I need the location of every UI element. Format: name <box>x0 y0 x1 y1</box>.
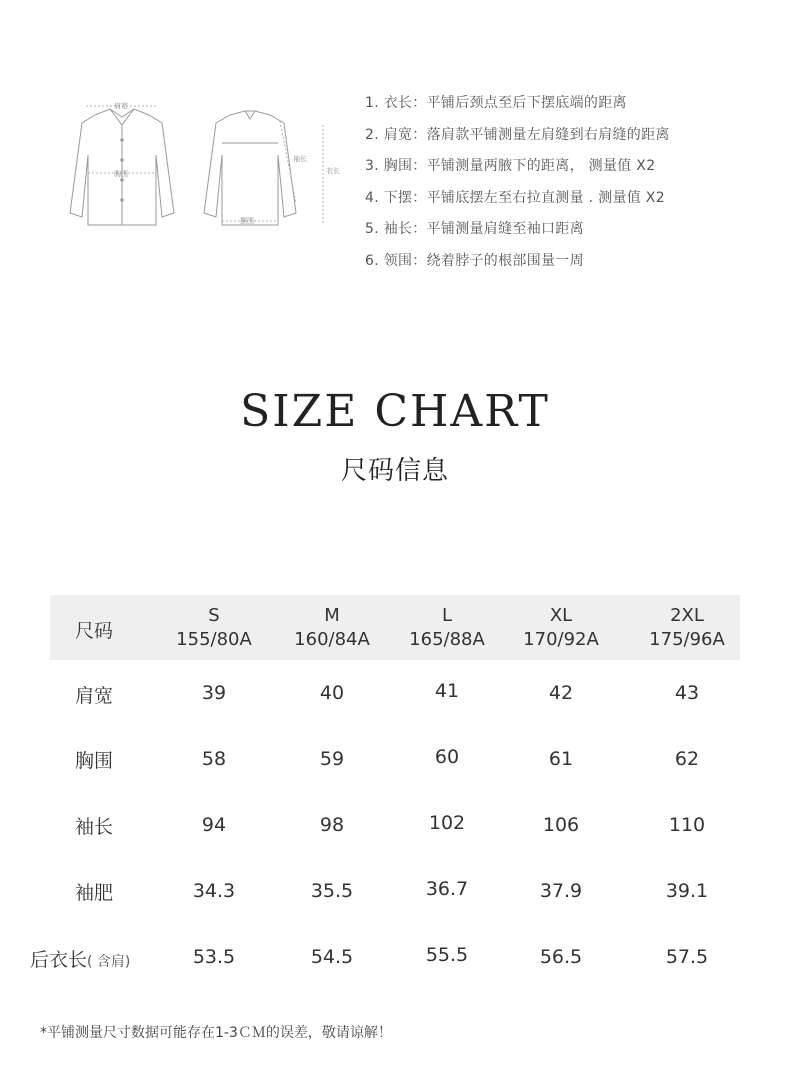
shirt-measurement-diagram <box>40 95 340 235</box>
size-name: XL <box>549 605 573 626</box>
size-column-header <box>294 604 370 652</box>
size-column-header <box>409 604 485 652</box>
row-label: 胸围 <box>75 750 114 772</box>
note-line: 3. 胸围：平铺测量两腋下的距离， 测量值 X2 <box>365 158 656 174</box>
size-name: S <box>208 605 220 626</box>
table-cell: 106 <box>542 814 580 836</box>
size-code: 170/92A <box>523 629 599 650</box>
table-cell: 36.7 <box>425 878 469 900</box>
size-code: 160/84A <box>294 629 370 650</box>
measurement-notes <box>365 88 670 277</box>
diagram-label-length: 衣长 <box>326 167 340 175</box>
table-cell: 57.5 <box>665 946 709 968</box>
back-shirt-icon <box>204 111 296 225</box>
table-cell: 35.5 <box>310 880 354 902</box>
size-chart-title: SIZE CHART <box>240 386 550 437</box>
size-column-header <box>176 604 252 652</box>
measurement-disclaimer: *平铺测量尺寸数据可能存在1-3ＣＭ的误差，敬请谅解！ <box>40 1025 392 1041</box>
note-line: 1. 衣长：平铺后颈点至后下摆底端的距离 <box>365 95 627 111</box>
table-cell: 94 <box>201 814 227 836</box>
row-label-text: 后衣长 <box>30 949 88 971</box>
table-cell: 42 <box>548 682 574 704</box>
front-shirt-icon <box>70 109 174 225</box>
table-cell: 60 <box>434 746 460 768</box>
table-cell: 61 <box>548 748 574 770</box>
table-cell: 41 <box>434 680 460 702</box>
table-cell: 37.9 <box>539 880 583 902</box>
table-cell: 43 <box>674 682 700 704</box>
table-cell: 34.3 <box>192 880 236 902</box>
size-name: M <box>324 605 340 626</box>
note-line: 5. 袖长：平铺测量肩缝至袖口距离 <box>365 221 584 237</box>
table-cell: 98 <box>319 814 345 836</box>
table-cell: 58 <box>201 748 227 770</box>
size-chart-subtitle: 尺码信息 <box>340 456 449 486</box>
size-code: 165/88A <box>409 629 485 650</box>
diagram-label-sleeve: 袖长 <box>293 155 307 163</box>
row-label: 袖长 <box>75 816 114 838</box>
size-code: 175/96A <box>649 629 725 650</box>
table-cell: 40 <box>319 682 345 704</box>
size-name: 2XL <box>670 605 704 626</box>
table-cell: 110 <box>668 814 706 836</box>
row-label: 肩宽 <box>75 685 114 707</box>
table-cell: 54.5 <box>310 946 354 968</box>
row-label: 袖肥 <box>75 882 114 904</box>
size-column-header <box>523 604 599 652</box>
note-line: 4. 下摆：平铺底摆左至右拉直测量 . 测量值 X2 <box>365 189 665 206</box>
table-cell: 53.5 <box>192 946 236 968</box>
diagram-label-hem: 摆围 <box>240 217 254 225</box>
note-line: 6. 领围：绕着脖子的根部围量一周 <box>365 252 584 269</box>
size-name: L <box>441 605 453 626</box>
table-cell: 62 <box>674 748 700 770</box>
table-cell: 59 <box>319 748 345 770</box>
row-label <box>30 945 130 972</box>
table-header-label: 尺码 <box>75 620 114 642</box>
table-cell: 39 <box>201 682 227 704</box>
table-cell: 55.5 <box>425 944 469 966</box>
size-column-header <box>649 604 725 652</box>
table-cell: 39.1 <box>665 880 709 902</box>
table-cell: 102 <box>428 812 466 834</box>
diagram-label-shoulder: 肩宽 <box>114 102 128 110</box>
table-header-row <box>50 595 740 660</box>
table-cell: 56.5 <box>539 946 583 968</box>
diagram-label-chest: 胸围 <box>114 170 128 178</box>
note-line: 2. 肩宽：落肩款平铺测量左肩缝到右肩缝的距离 <box>365 126 670 143</box>
size-code: 155/80A <box>176 629 252 650</box>
row-label-note: ( 含肩) <box>87 954 131 970</box>
